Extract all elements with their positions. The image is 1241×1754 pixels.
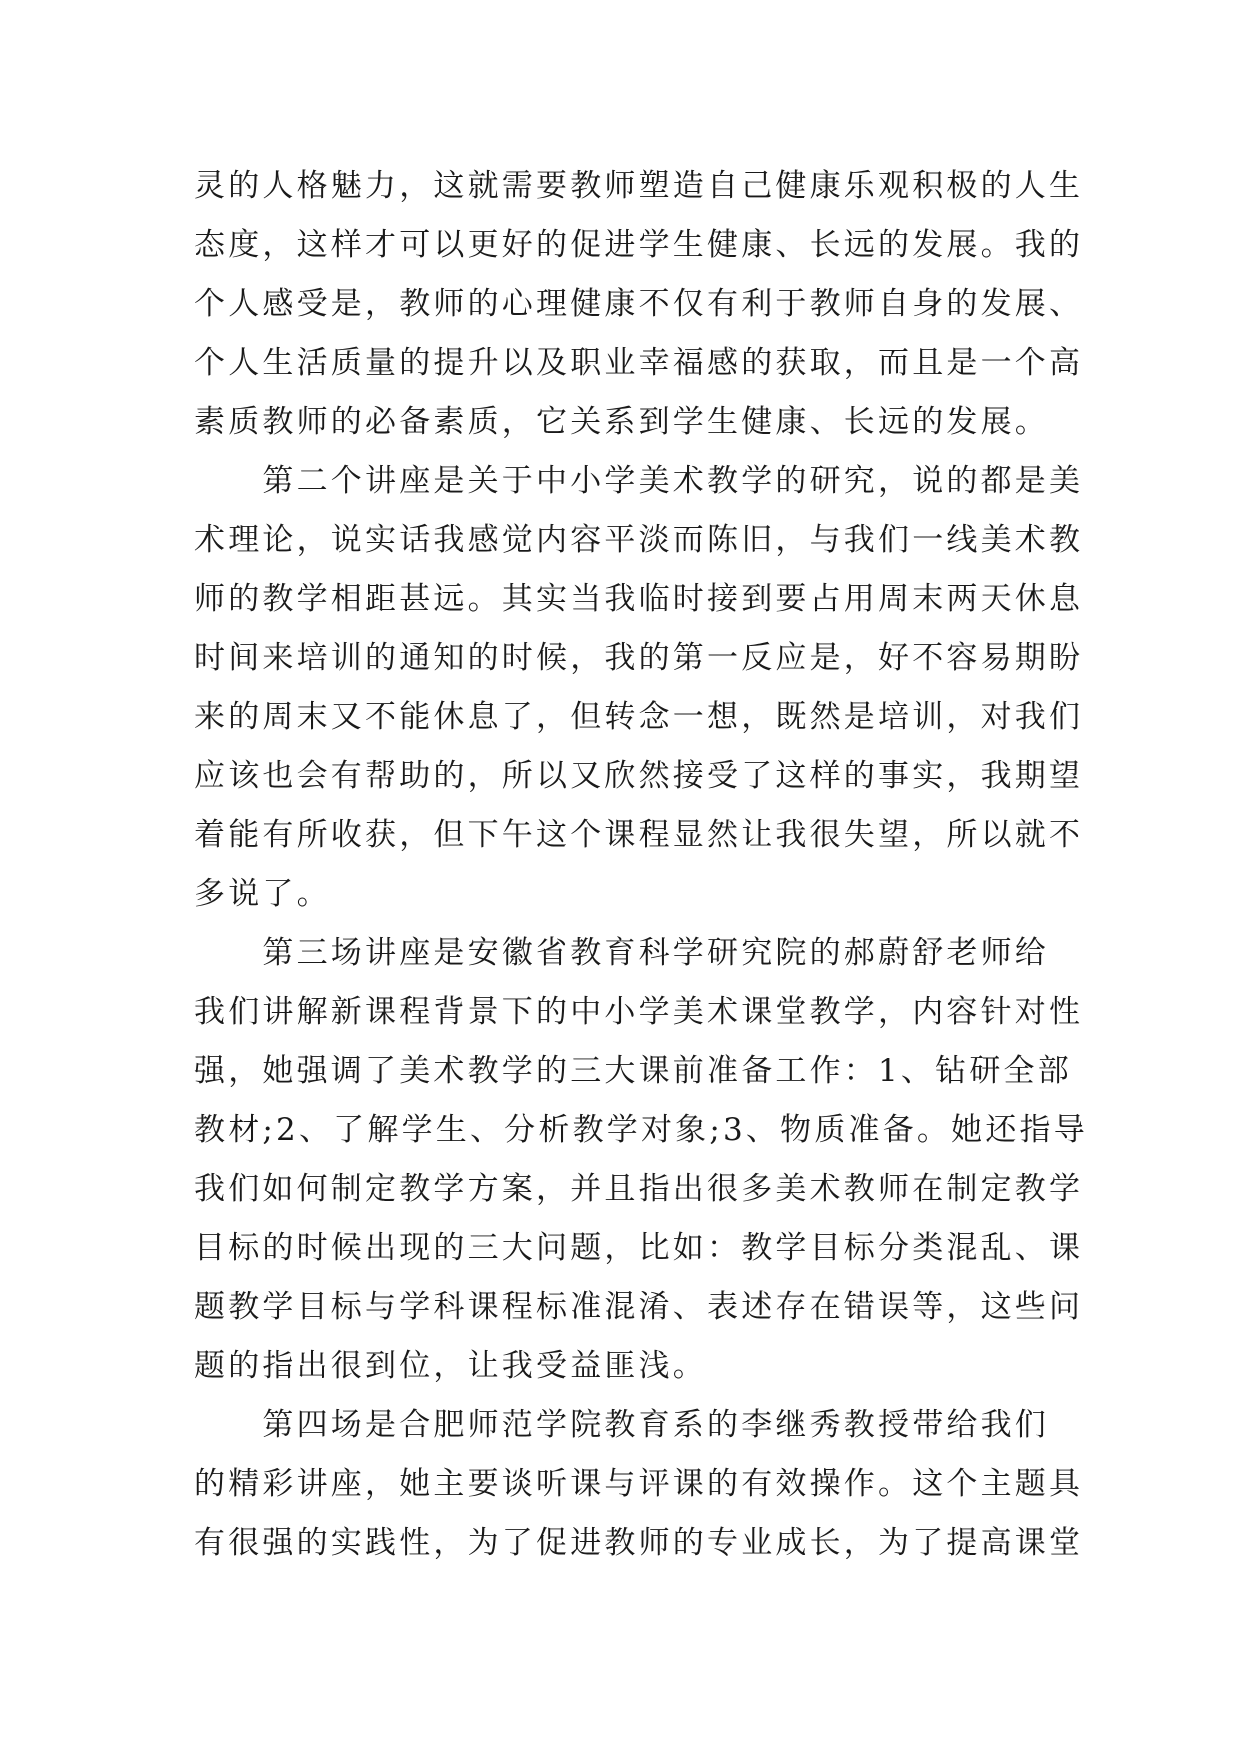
text-line: 态度，这样才可以更好的促进学生健康、长远的发展。我的	[194, 227, 1084, 263]
text-line: 时间来培训的通知的时候，我的第一反应是，好不容易期盼	[194, 640, 1084, 676]
text-line: 来的周末又不能休息了，但转念一想，既然是培训，对我们	[194, 699, 1084, 735]
text-line: 着能有所收获，但下午这个课程显然让我很失望，所以就不	[194, 817, 1084, 853]
text-line: 我们如何制定教学方案，并且指出很多美术教师在制定教学	[194, 1171, 1084, 1207]
paragraph-2-first-line: 第二个讲座是关于中小学美术教学的研究，说的都是美	[194, 463, 1084, 499]
text-line: 个人生活质量的提升以及职业幸福感的获取，而且是一个高	[194, 345, 1084, 381]
text-line: 目标的时候出现的三大问题，比如：教学目标分类混乱、课	[194, 1230, 1084, 1266]
text-line: 应该也会有帮助的，所以又欣然接受了这样的事实，我期望	[194, 758, 1084, 794]
text-line: 的精彩讲座，她主要谈听课与评课的有效操作。这个主题具	[194, 1466, 1084, 1502]
text-line: 题的指出很到位，让我受益匪浅。	[194, 1348, 707, 1384]
paragraph-3-first-line: 第三场讲座是安徽省教育科学研究院的郝蔚舒老师给	[194, 935, 1049, 971]
text-line: 多说了。	[194, 876, 331, 912]
text-line: 师的教学相距甚远。其实当我临时接到要占用周末两天休息	[194, 581, 1084, 617]
paragraph-4-first-line: 第四场是合肥师范学院教育系的李继秀教授带给我们	[194, 1407, 1049, 1443]
text-line: 题教学目标与学科课程标准混淆、表述存在错误等，这些问	[194, 1289, 1084, 1325]
text-line: 我们讲解新课程背景下的中小学美术课堂教学，内容针对性	[194, 994, 1084, 1030]
text-line: 灵的人格魅力，这就需要教师塑造自己健康乐观积极的人生	[194, 168, 1084, 204]
text-line: 术理论，说实话我感觉内容平淡而陈旧，与我们一线美术教	[194, 522, 1084, 558]
body-text	[194, 157, 1088, 1573]
text-line: 教材;2、了解学生、分析教学对象;3、物质准备。她还指导	[194, 1112, 1088, 1148]
text-line: 个人感受是，教师的心理健康不仅有利于教师自身的发展、	[194, 286, 1084, 322]
text-line: 有很强的实践性，为了促进教师的专业成长，为了提高课堂	[194, 1525, 1084, 1561]
text-line: 素质教师的必备素质，它关系到学生健康、长远的发展。	[194, 404, 1049, 440]
text-line: 强，她强调了美术教学的三大课前准备工作：1、钻研全部	[194, 1053, 1072, 1089]
